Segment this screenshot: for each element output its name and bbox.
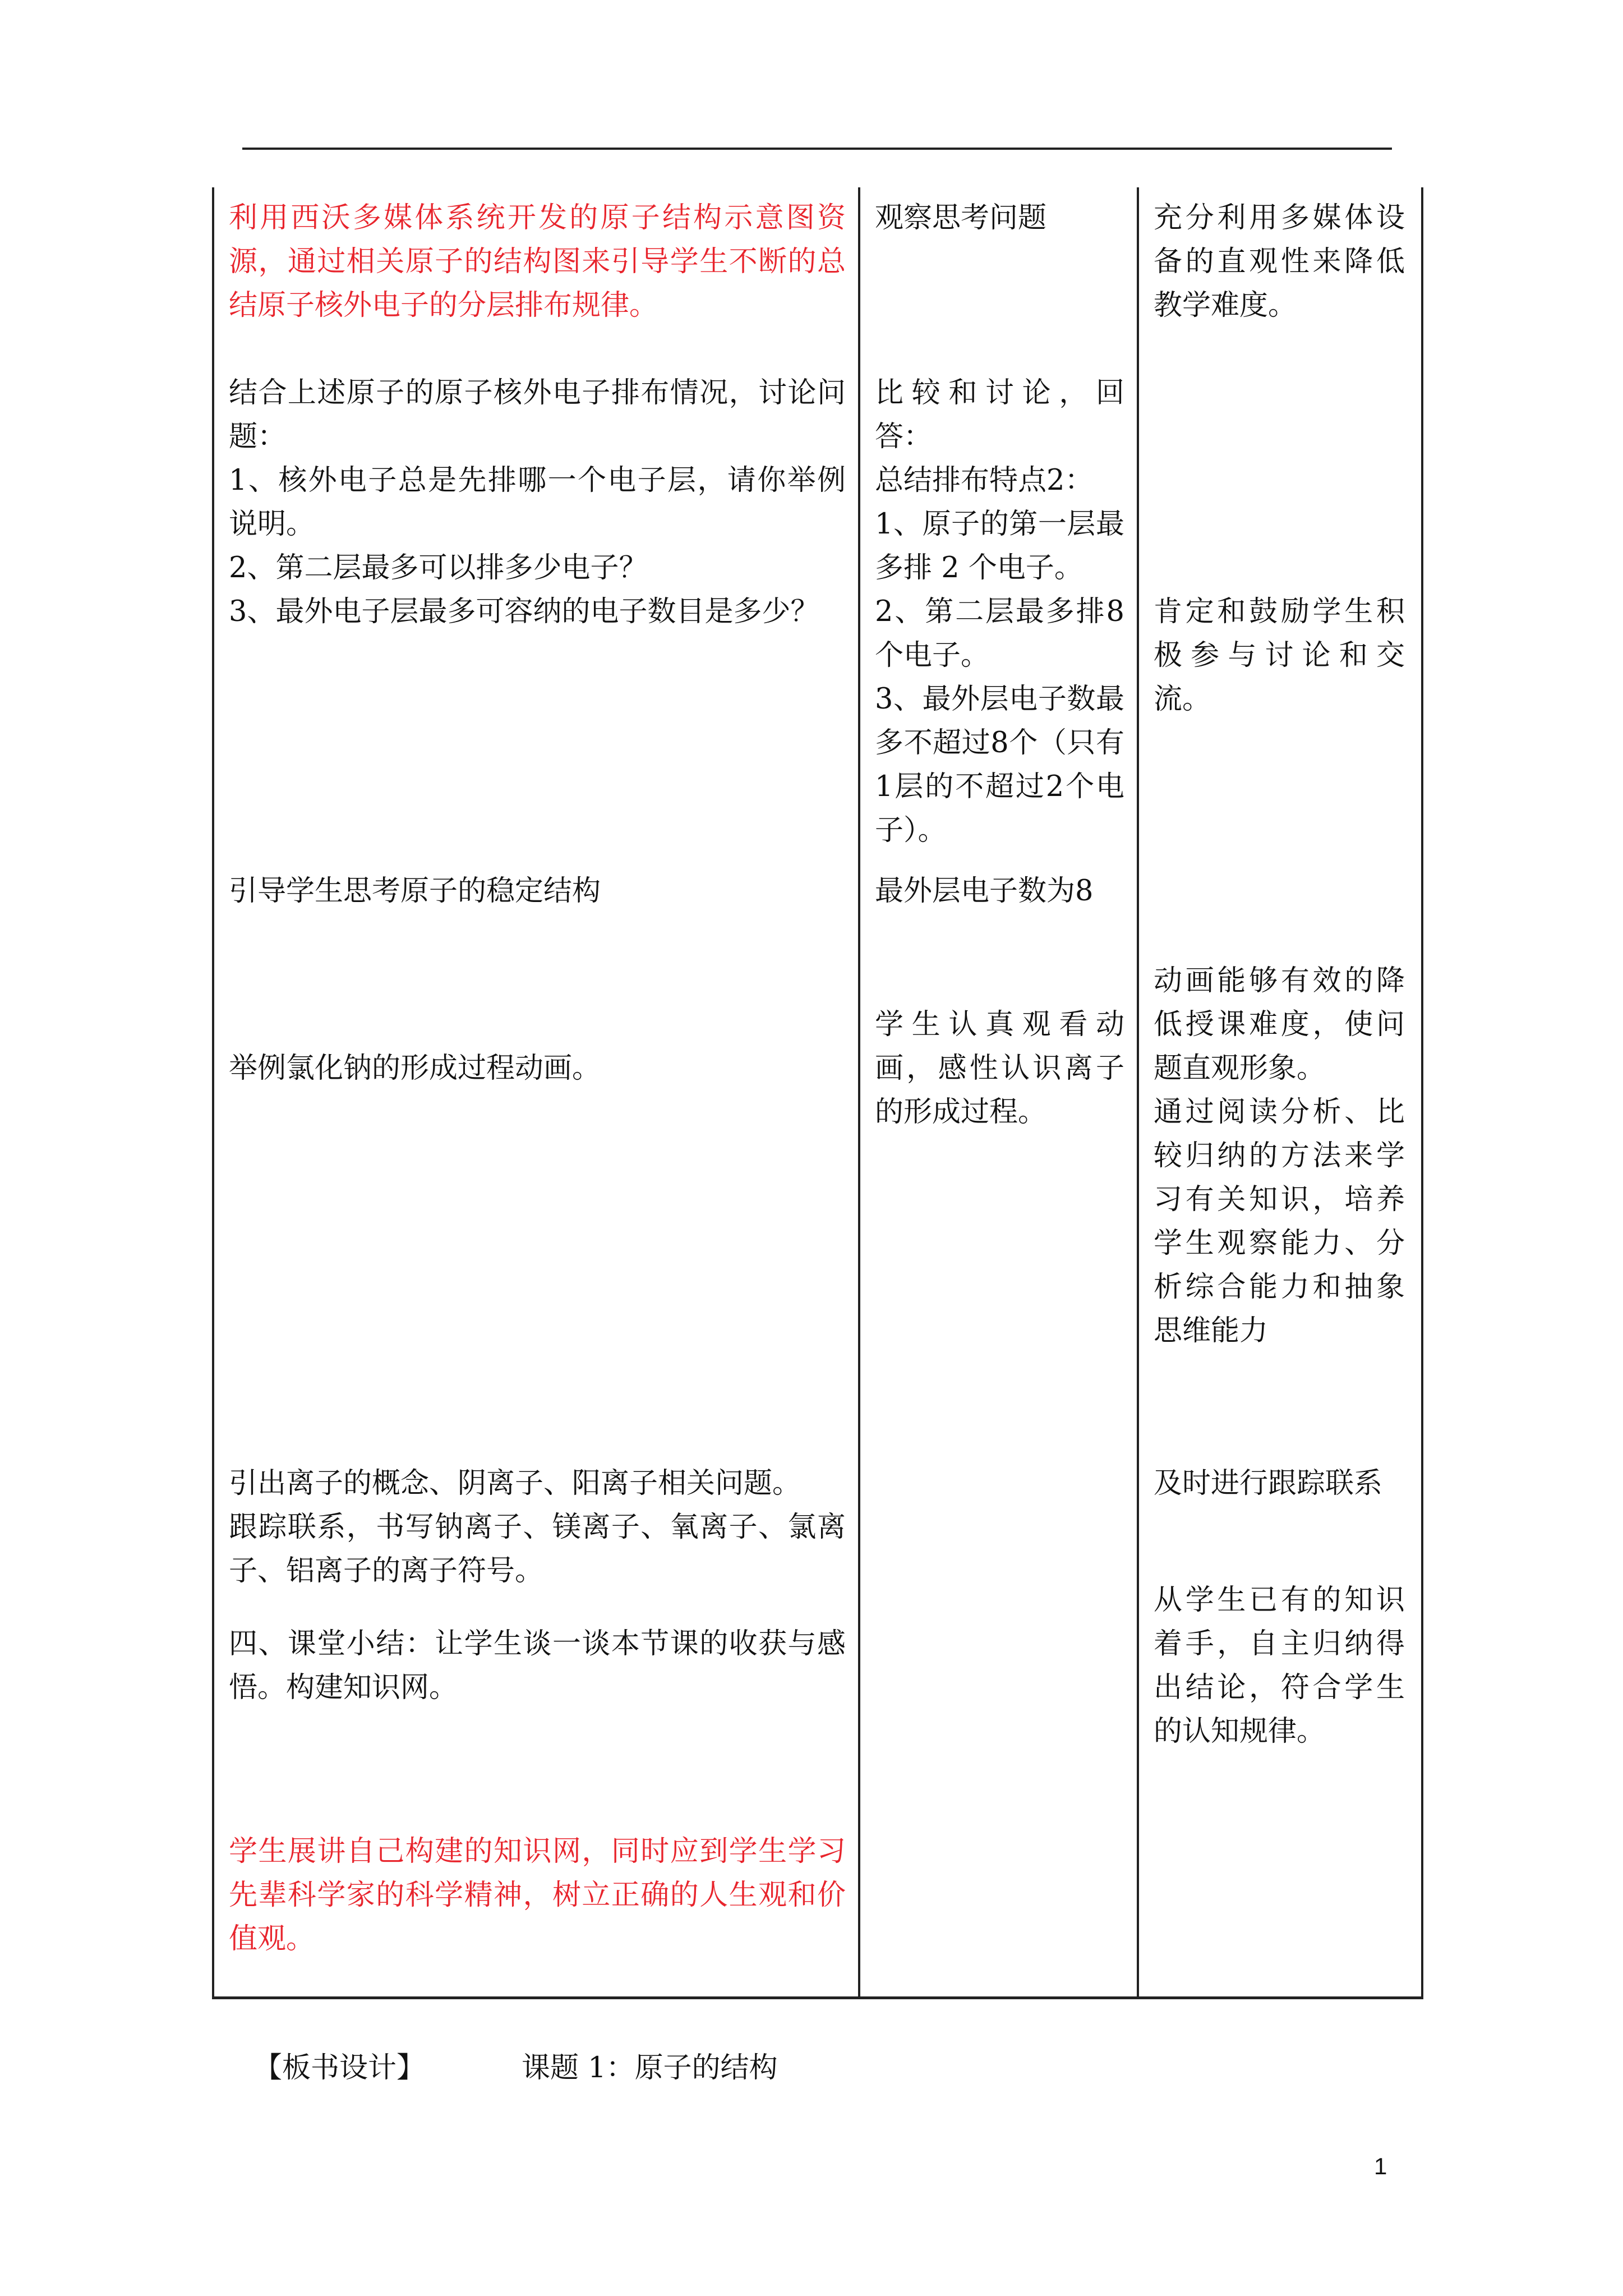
student-summary-point-2: 2、第二层最多排8个电子。 <box>875 595 1124 672</box>
teacher-activity-resource: 利用西沃多媒体系统开发的原子结构示意图资源，通过相关原子的结构图来引导学生不断的总结原子核外电子的分层排布规律。 <box>229 201 846 322</box>
teacher-question-1: 1、核外电子总是先排哪一个电子层，请你举例说明。 <box>229 464 846 541</box>
header-rule <box>242 148 1392 150</box>
design-intent-follow-up: 及时进行跟踪联系 <box>1154 1467 1383 1500</box>
table-border-left <box>212 187 214 1999</box>
table-divider-1 <box>858 187 860 1999</box>
board-design-label: 【板书设计】 <box>253 2051 426 2085</box>
table-divider-2 <box>1137 187 1139 1999</box>
teacher-activity-summary: 四、课堂小结：让学生谈一谈本节课的收获与感悟。构建知识网。 <box>229 1627 846 1704</box>
teacher-question-3: 3、最外电子层最多可容纳的电子数目是多少？ <box>229 595 819 628</box>
student-summary-point-1: 1、原子的第一层最多排 2 个电子。 <box>875 508 1124 585</box>
student-activity-compare: 比较和讨论，回答： <box>875 376 1124 453</box>
table-border-right <box>1421 187 1423 1999</box>
teacher-activity-discussion: 结合上述原子的原子核外电子排布情况，讨论问题： <box>229 376 846 453</box>
teacher-question-2: 2、第二层最多可以排多少电子？ <box>229 551 648 585</box>
design-intent-multimedia: 充分利用多媒体设备的直观性来降低教学难度。 <box>1154 201 1405 322</box>
student-summary-heading: 总结排布特点2： <box>875 464 1094 497</box>
lesson-plan-table <box>212 187 1423 1999</box>
teacher-activity-animation: 举例氯化钠的形成过程动画。 <box>229 1052 601 1085</box>
student-summary-point-3: 3、最外层电子数最多不超过8个（只有1层的不超过2个电子）。 <box>875 683 1124 847</box>
teacher-activity-presentation: 学生展讲自己构建的知识网，同时应到学生学习先辈科学家的科学精神，树立正确的人生观和价值观。 <box>229 1835 846 1955</box>
design-intent-methods: 通过阅读分析、比较归纳的方法来学习有关知识，培养学生观察能力、分析综合能力和抽象思维能力 <box>1154 1096 1405 1347</box>
design-intent-cognition: 从学生已有的知识着手，自主归纳得出结论，符合学生的认知规律。 <box>1154 1584 1405 1748</box>
student-activity-outer-electrons: 最外层电子数为8 <box>875 875 1094 908</box>
design-intent-animation: 动画能够有效的降低授课难度，使问题直观形象。 <box>1154 964 1405 1085</box>
teacher-activity-practice: 跟踪联系，书写钠离子、镁离子、氧离子、氯离子、铝离子的离子符号。 <box>229 1511 846 1588</box>
design-intent-encourage: 肯定和鼓励学生积极参与讨论和交流。 <box>1154 595 1405 716</box>
teacher-activity-ion-concept: 引出离子的概念、阴离子、阳离子相关问题。 <box>229 1467 801 1500</box>
page-number: 1 <box>1374 2153 1387 2179</box>
teacher-activity-stable-structure: 引导学生思考原子的稳定结构 <box>229 875 601 908</box>
student-activity-observe: 观察思考问题 <box>875 201 1047 234</box>
board-design-title: 课题 1：原子的结构 <box>522 2051 778 2085</box>
table-border-bottom <box>212 1996 1423 1999</box>
student-activity-watch-animation: 学生认真观看动画，感性认识离子的形成过程。 <box>875 1008 1124 1129</box>
